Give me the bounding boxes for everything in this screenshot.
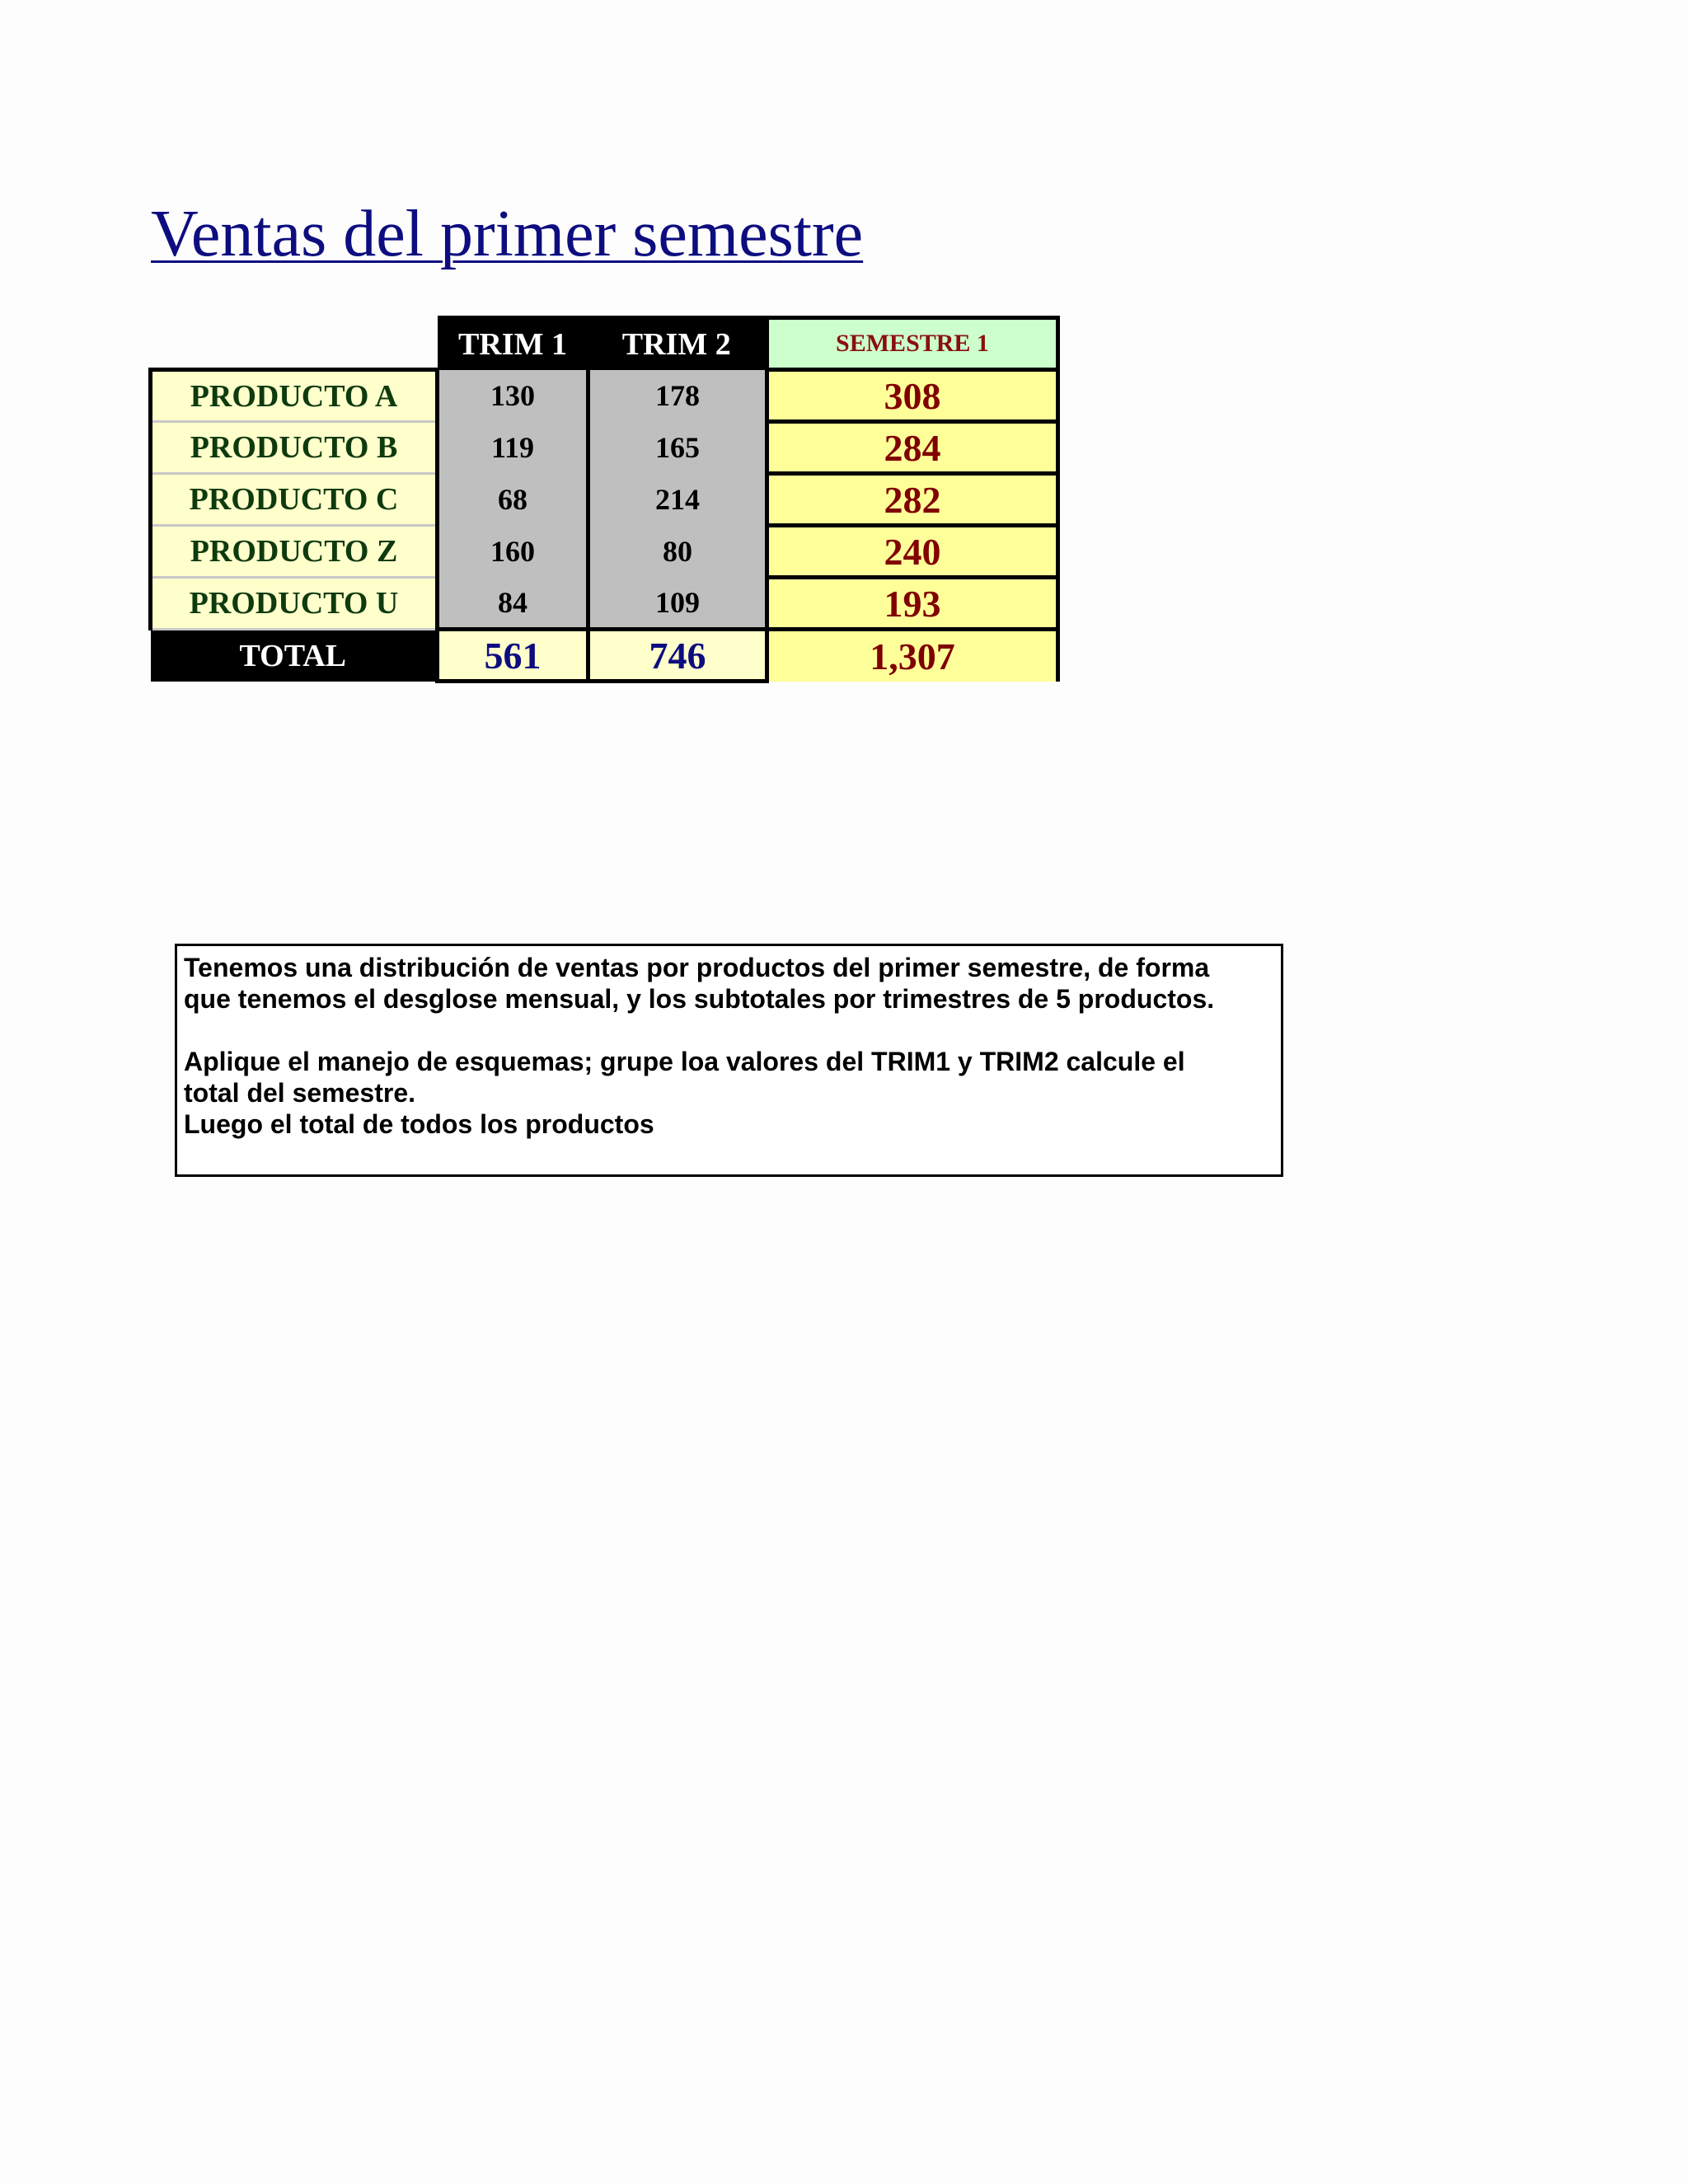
paragraph-gap (184, 1015, 1274, 1046)
trim2-cell[interactable]: 165 (588, 422, 767, 474)
table-row (151, 578, 1058, 630)
instructions-text-box[interactable] (175, 944, 1283, 1177)
product-label-cell[interactable]: PRODUCTO C (151, 474, 438, 526)
total-label-cell[interactable]: TOTAL (151, 630, 438, 682)
header-trim2[interactable]: TRIM 2 (588, 318, 767, 370)
product-label-cell[interactable]: PRODUCTO A (151, 370, 438, 422)
header-trim1[interactable]: TRIM 1 (438, 318, 588, 370)
instruction-line: que tenemos el desglose mensual, y los subtotales por trimestres de 5 productos. (184, 984, 1215, 1014)
semestre-cell[interactable]: 308 (767, 370, 1058, 422)
total-row (151, 630, 1058, 682)
instruction-line: total del semestre. (184, 1078, 415, 1108)
trim2-cell[interactable]: 214 (588, 474, 767, 526)
instruction-line: Tenemos una distribución de ventas por productos del primer semestre, de forma (184, 953, 1210, 982)
table-row (151, 422, 1058, 474)
table-header-row (151, 318, 1058, 370)
product-label-cell[interactable]: PRODUCTO U (151, 578, 438, 630)
table-row (151, 474, 1058, 526)
total-trim2-cell[interactable]: 746 (588, 630, 767, 682)
trim1-cell[interactable]: 160 (438, 526, 588, 578)
header-empty-cell (151, 318, 438, 370)
trim1-cell[interactable]: 130 (438, 370, 588, 422)
total-trim1-cell[interactable]: 561 (438, 630, 588, 682)
trim1-cell[interactable]: 68 (438, 474, 588, 526)
total-semestre-cell[interactable]: 1,307 (767, 630, 1058, 682)
trim2-cell[interactable]: 80 (588, 526, 767, 578)
product-label-cell[interactable]: PRODUCTO Z (151, 526, 438, 578)
trim1-cell[interactable]: 84 (438, 578, 588, 630)
sales-table (148, 316, 1060, 683)
page-title: Ventas del primer semestre (151, 198, 864, 270)
trim2-cell[interactable]: 178 (588, 370, 767, 422)
trim1-cell[interactable]: 119 (438, 422, 588, 474)
instruction-line: Luego el total de todos los productos (184, 1109, 654, 1139)
semestre-cell[interactable]: 240 (767, 526, 1058, 578)
product-label-cell[interactable]: PRODUCTO B (151, 422, 438, 474)
semestre-cell[interactable]: 282 (767, 474, 1058, 526)
table-row (151, 370, 1058, 422)
trim2-cell[interactable]: 109 (588, 578, 767, 630)
instruction-line: Aplique el manejo de esquemas; grupe loa valores del TRIM1 y TRIM2 calcule el (184, 1047, 1185, 1076)
semestre-cell[interactable]: 284 (767, 422, 1058, 474)
semestre-cell[interactable]: 193 (767, 578, 1058, 630)
table-row (151, 526, 1058, 578)
header-semestre[interactable]: SEMESTRE 1 (767, 318, 1058, 370)
